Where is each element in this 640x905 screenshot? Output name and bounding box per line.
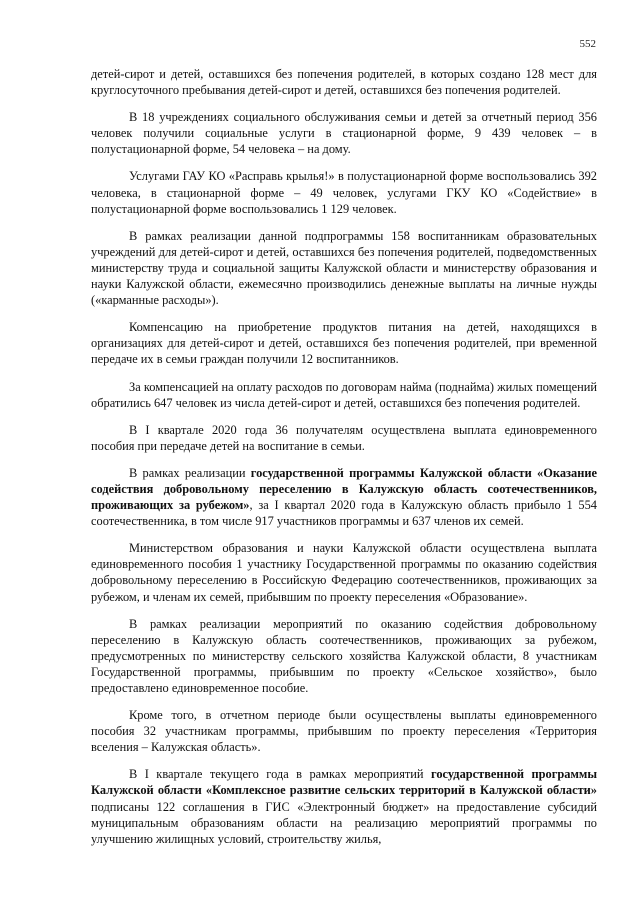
paragraph — [91, 168, 597, 216]
text-segment: подписаны 122 соглашения в ГИС «Электронный бюджет» на предоставление субсидий муниципальным образованиям области на реализацию мероприятий программы по улучшению жилищных условий, строительству жилья, — [91, 799, 597, 846]
paragraph — [91, 540, 597, 604]
paragraph — [91, 707, 597, 755]
text-segment: В I квартале текущего года в рамках мероприятий — [129, 767, 432, 782]
paragraph — [91, 616, 597, 696]
page-number: 552 — [579, 38, 596, 50]
text-segment: Кроме того, в отчетном периоде были осуществлены выплаты единовременного пособия 32 участникам программы, прибывшим по проекту переселения «Территория вселения – Калужская область». — [91, 708, 597, 755]
paragraph — [91, 66, 597, 98]
text-segment: Министерством образования и науки Калужской области осуществлена выплата единовременного пособия 1 участнику Государственной программы по оказанию содействия добровольному переселению в Российскую Федерацию соотечественников, проживающих за рубежом, и членам их семей, прибывшим по проекту переселения «Образование». — [91, 541, 597, 604]
text-segment: Услугами ГАУ КО «Расправь крылья!» в полустационарной форме воспользовались 392 человека, в стационарной форме – 49 человек, услугами ГКУ КО «Содействие» в полустационарной форме воспользовались 1 129 человек. — [91, 169, 597, 216]
paragraph — [91, 319, 597, 367]
paragraph — [91, 766, 597, 846]
paragraph — [91, 422, 597, 454]
paragraph — [91, 228, 597, 308]
text-segment: , за I квартал 2020 года в Калужскую область прибыло 1 554 соотечественника, в том числе 917 участников программы и 637 членов их семей. — [91, 498, 598, 529]
paragraph — [91, 109, 597, 157]
text-segment: За компенсацией на оплату расходов по договорам найма (поднайма) жилых помещений обратились 647 человек из числа детей-сирот и детей, оставшихся без попечения родителей. — [91, 379, 597, 410]
text-segment: В рамках реализации данной подпрограммы 158 воспитанникам образовательных учреждений для детей-сирот и детей, оставшихся без попечения родителей, подведомственных министерству труда и социальной защиты Калужской области и министерству образования и науки Калужской области, ежемесячно производились денежные выплаты на личные нужды («карманные расходы»). — [91, 228, 597, 308]
text-segment: В 18 учреждениях социального обслуживания семьи и детей за отчетный период 356 человек получили социальные услуги в стационарной форме, 9 439 человек – в полустационарной форме, 54 человека – на дому. — [91, 110, 597, 157]
bold-text: государственной программы Калужской области «Комплексное развитие сельских территорий в Калужской области» — [91, 767, 597, 798]
paragraph — [91, 379, 597, 411]
text-segment: Компенсацию на приобретение продуктов питания на детей, находящихся в организациях для детей-сирот и детей, оставшихся без попечения родителей, при временной передаче их в семьи граждан получили 12 воспитанников. — [91, 320, 597, 367]
text-segment: В I квартале 2020 года 36 получателям осуществлена выплата единовременного пособия при передаче детей на воспитание в семьи. — [91, 422, 597, 453]
text-segment: В рамках реализации — [129, 465, 251, 480]
text-segment: детей-сирот и детей, оставшихся без попечения родителей, в которых создано 128 мест для круглосуточного пребывания детей-сирот и детей, оставшихся без попечения родителей. — [91, 67, 597, 98]
bold-text: государственной программы Калужской области «Оказание содействия добровольному переселению в Калужскую область соотечественников, проживающих за рубежом» — [91, 465, 597, 513]
text-segment: В рамках реализации мероприятий по оказанию содействия добровольному переселению в Калужскую область соотечественников, проживающих за рубежом, предусмотренных по министерству сельского хозяйства Калужской области, 8 участникам Государственной программы, прибывшим по проекту «Сельское хозяйство», было предоставлено единовременное пособие. — [91, 616, 597, 695]
document-body — [91, 66, 597, 858]
paragraph — [91, 465, 597, 529]
